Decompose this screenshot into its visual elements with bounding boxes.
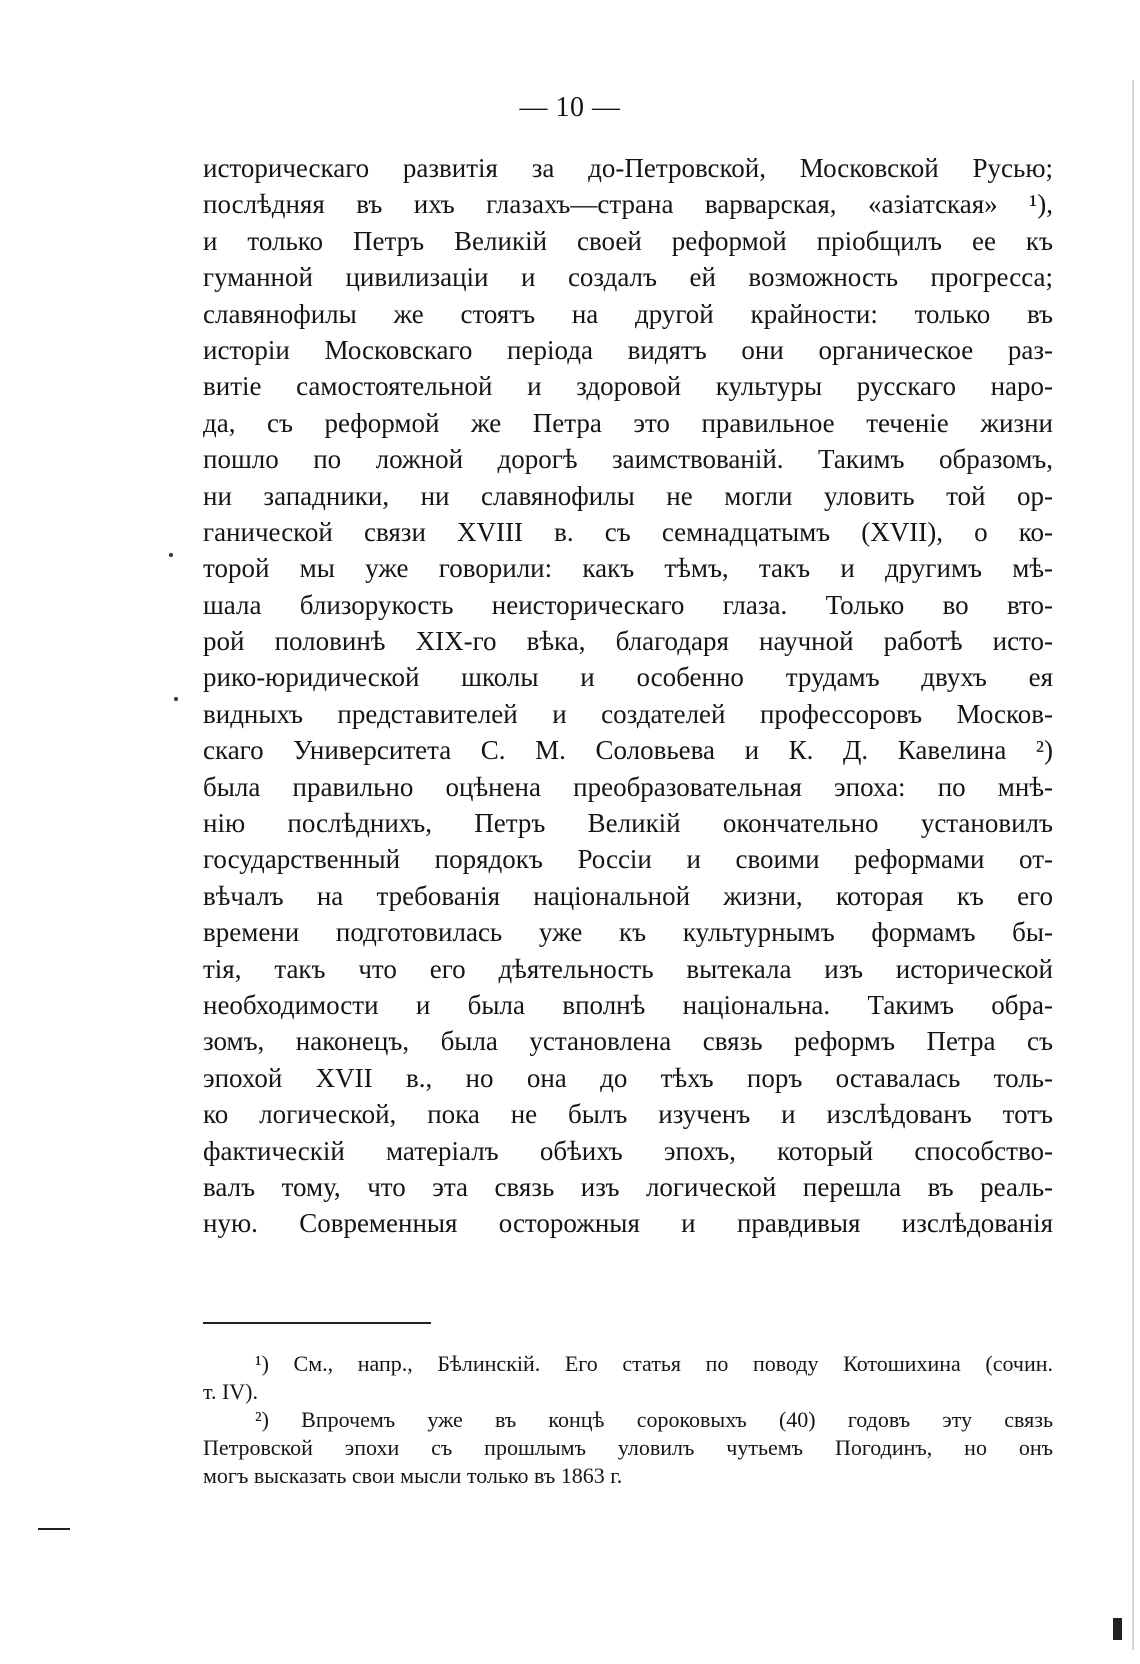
text-line: историческаго развитія за до-Петровской, Московской Русью; bbox=[203, 153, 1053, 183]
footnote-separator bbox=[203, 1322, 431, 1324]
text-line: рой половинѣ XIX-го вѣка, благодаря научной работѣ исто- bbox=[203, 626, 1053, 657]
text-line: и только Петръ Великій своей реформой пріобщилъ ее къ bbox=[203, 225, 1053, 256]
footnote-line: Петровской эпохи съ прошлымъ уловилъ чутьемъ Погодинъ, но онъ bbox=[203, 1435, 1053, 1460]
text-line: видныхъ представителей и создателей профессоровъ Москов- bbox=[203, 698, 1053, 729]
text-line: нію послѣднихъ, Петръ Великій окончательно установилъ bbox=[203, 808, 1053, 839]
text-line: времени подготовилась уже къ культурнымъ формамъ бы- bbox=[203, 917, 1053, 948]
text-line: государственный порядокъ Россіи и своими реформами от- bbox=[203, 844, 1053, 875]
footnote-line: т. IV). bbox=[203, 1379, 258, 1404]
text-line: витіе самостоятельной и здоровой культуры русскаго наро- bbox=[203, 371, 1053, 402]
scan-edge-shadow bbox=[1132, 80, 1134, 1650]
footnote-line: ²) Впрочемъ уже въ концѣ сороковыхъ (40) годовъ эту связь bbox=[255, 1407, 1053, 1432]
footnotes bbox=[203, 1350, 1053, 1490]
text-line: тія, такъ что его дѣятельность вытекала изъ исторической bbox=[203, 953, 1053, 984]
text-line: эпохой XVII в., но она до тѣхъ поръ оставалась толь- bbox=[203, 1062, 1053, 1093]
scan-margin-mark bbox=[1113, 1618, 1122, 1640]
text-line: послѣдняя въ ихъ глазахъ—страна варварская, «азіатская» ¹), bbox=[203, 189, 1053, 220]
text-line: зомъ, наконецъ, была установлена связь реформъ Петра съ bbox=[203, 1026, 1053, 1057]
text-line: шала близорукость неисторическаго глаза. Только во вто- bbox=[203, 589, 1053, 620]
scan-speck bbox=[174, 697, 178, 701]
text-line: торой мы уже говорили: какъ тѣмъ, такъ и другимъ мѣ- bbox=[203, 553, 1053, 584]
text-line: ную. Современныя осторожныя и правдивыя изслѣдованія bbox=[203, 1208, 1053, 1239]
text-line: ко логической, пока не былъ изученъ и изслѣдованъ тотъ bbox=[203, 1099, 1053, 1130]
text-line: ганической связи XVIII в. съ семнадцатымъ (XVII), о ко- bbox=[203, 516, 1053, 547]
text-line: скаго Университета С. М. Соловьева и К. Д. Кавелина ²) bbox=[203, 735, 1053, 766]
text-line: вѣчалъ на требованія національной жизни, которая къ его bbox=[203, 880, 1053, 911]
text-line: пошло по ложной дорогѣ заимствованій. Такимъ образомъ, bbox=[203, 444, 1053, 475]
text-line: гуманной цивилизаціи и создалъ ей возможность прогресса; bbox=[203, 262, 1053, 293]
text-line: славянофилы же стоятъ на другой крайности: только въ bbox=[203, 298, 1053, 329]
text-line: необходимости и была вполнѣ національна. Такимъ обра- bbox=[203, 989, 1053, 1020]
footnote-line: ¹) См., напр., Бѣлинскій. Его статья по поводу Котошихина (сочин. bbox=[255, 1351, 1053, 1376]
scan-margin-mark bbox=[38, 1528, 70, 1530]
scan-speck bbox=[169, 553, 173, 557]
text-line: исторіи Московскаго періода видятъ они органическое раз- bbox=[203, 334, 1053, 365]
text-line: да, съ реформой же Петра это правильное теченіе жизни bbox=[203, 407, 1053, 438]
text-line: ни западники, ни славянофилы не могли уловить той ор- bbox=[203, 480, 1053, 511]
page-number: — 10 — bbox=[519, 92, 621, 123]
main-text bbox=[203, 150, 1053, 1242]
text-line: валъ тому, что эта связь изъ логической перешла въ реаль- bbox=[203, 1171, 1053, 1202]
text-line: была правильно оцѣнена преобразовательная эпоха: по мнѣ- bbox=[203, 771, 1053, 802]
text-line: фактическій матеріалъ обѣихъ эпохъ, который способство- bbox=[203, 1135, 1053, 1166]
text-line: рико-юридической школы и особенно трудамъ двухъ ея bbox=[203, 662, 1053, 693]
footnote-line: могъ высказать свои мысли только въ 1863 г. bbox=[203, 1463, 623, 1488]
